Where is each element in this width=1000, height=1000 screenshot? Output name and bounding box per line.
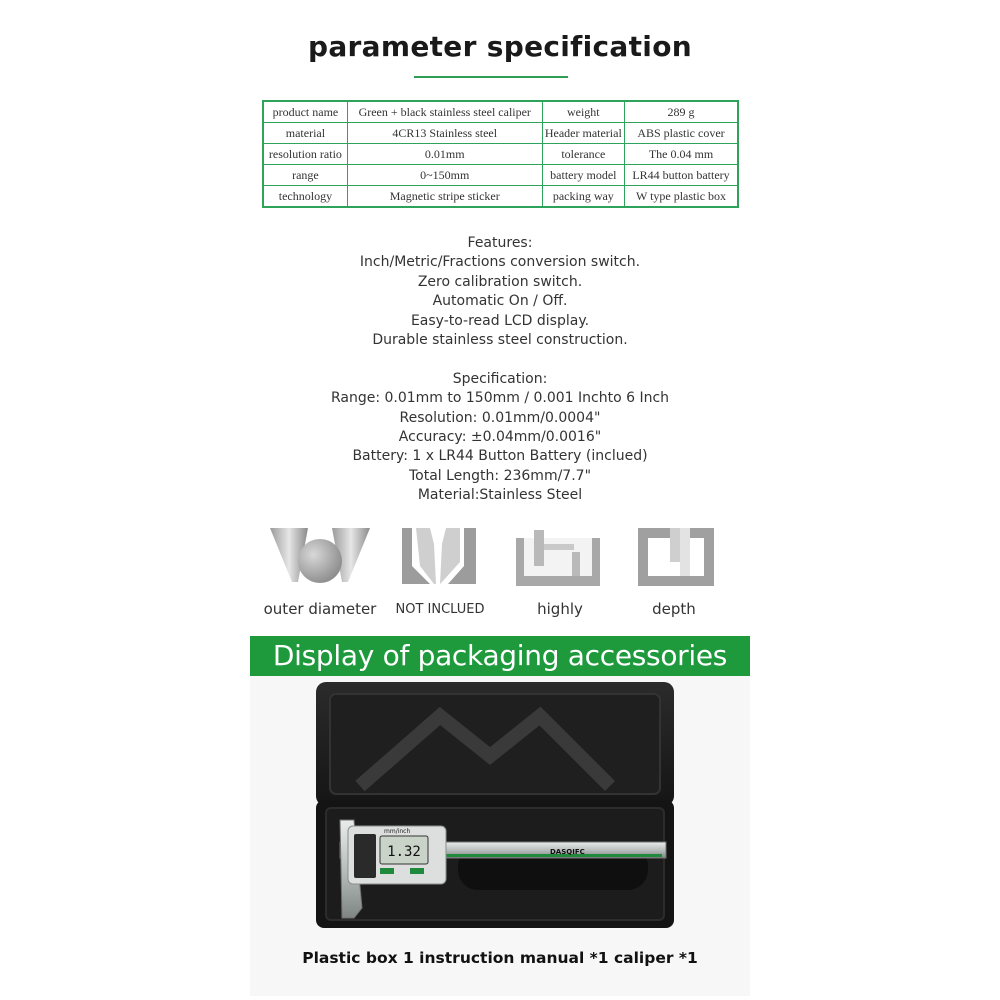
table-cell: The 0.04 mm — [625, 144, 739, 165]
table-cell: range — [263, 165, 347, 186]
table-cell: 0~150mm — [347, 165, 542, 186]
table-cell: weight — [542, 101, 624, 123]
features-block — [0, 234, 1000, 505]
table-cell: 4CR13 Stainless steel — [347, 123, 542, 144]
caliper-in-case-image — [250, 676, 750, 996]
feature-item: Inch/Metric/Fractions conversion switch. — [359, 254, 641, 271]
features-heading: Features: — [467, 235, 533, 251]
caliper-brand: DASQIFC — [550, 848, 585, 856]
table-cell: ABS plastic cover — [625, 123, 739, 144]
section-banner: Display of packaging accessories — [250, 636, 750, 676]
table-row — [263, 101, 738, 123]
page-title: parameter specification — [308, 30, 692, 63]
height-icon — [514, 526, 602, 588]
table-cell: 289 g — [625, 101, 739, 123]
depth-icon — [636, 526, 716, 588]
mode-button-label: mm/inch — [384, 828, 411, 835]
feature-item: Easy-to-read LCD display. — [410, 312, 590, 329]
outer-diameter-icon — [268, 526, 372, 588]
table-cell: Magnetic stripe sticker — [347, 186, 542, 208]
feature-item: Durable stainless steel construction. — [372, 331, 628, 348]
spec-item: Range: 0.01mm to 150mm / 0.001 Inchto 6 Inch — [330, 390, 670, 407]
table-cell: resolution ratio — [263, 144, 347, 165]
table-row — [263, 144, 738, 165]
lcd-readout: 1.32 — [387, 844, 421, 860]
specification-heading: Specification: — [452, 370, 548, 387]
table-cell: W type plastic box — [625, 186, 739, 208]
table-cell: tolerance — [542, 144, 624, 165]
spec-item: Resolution: 0.01mm/0.0004" — [399, 409, 601, 426]
feature-item: Automatic On / Off. — [432, 293, 568, 310]
table-cell: packing way — [542, 186, 624, 208]
table-cell: battery model — [542, 165, 624, 186]
title-underline — [414, 76, 568, 78]
packaging-caption: Plastic box 1 instruction manual *1 caliper *1 — [302, 949, 698, 967]
table-cell: Green + black stainless steel caliper — [347, 101, 542, 123]
table-cell: technology — [263, 186, 347, 208]
spec-item: Accuracy: ±0.04mm/0.0016" — [398, 428, 602, 445]
table-cell: LR44 button battery — [625, 165, 739, 186]
mode-label-height: highly — [537, 600, 583, 618]
table-cell: Header material — [542, 123, 624, 144]
spec-item: Battery: 1 x LR44 Button Battery (inclued) — [352, 448, 648, 465]
mode-label-depth: depth — [652, 600, 696, 618]
mode-label-inner-diameter: NOT INCLUED — [395, 602, 485, 617]
feature-item: Zero calibration switch. — [417, 273, 583, 290]
mode-label-outer-diameter: outer diameter — [263, 600, 377, 618]
spec-item: Material:Stainless Steel — [417, 487, 583, 504]
table-row — [263, 186, 738, 208]
table-row — [263, 123, 738, 144]
packaging-photo — [250, 676, 750, 996]
table-row — [263, 165, 738, 186]
inner-diameter-icon — [400, 526, 478, 588]
spec-item: Total Length: 236mm/7.7" — [408, 467, 592, 484]
table-cell: material — [263, 123, 347, 144]
table-cell: 0.01mm — [347, 144, 542, 165]
spec-table — [262, 100, 739, 208]
table-cell: product name — [263, 101, 347, 123]
